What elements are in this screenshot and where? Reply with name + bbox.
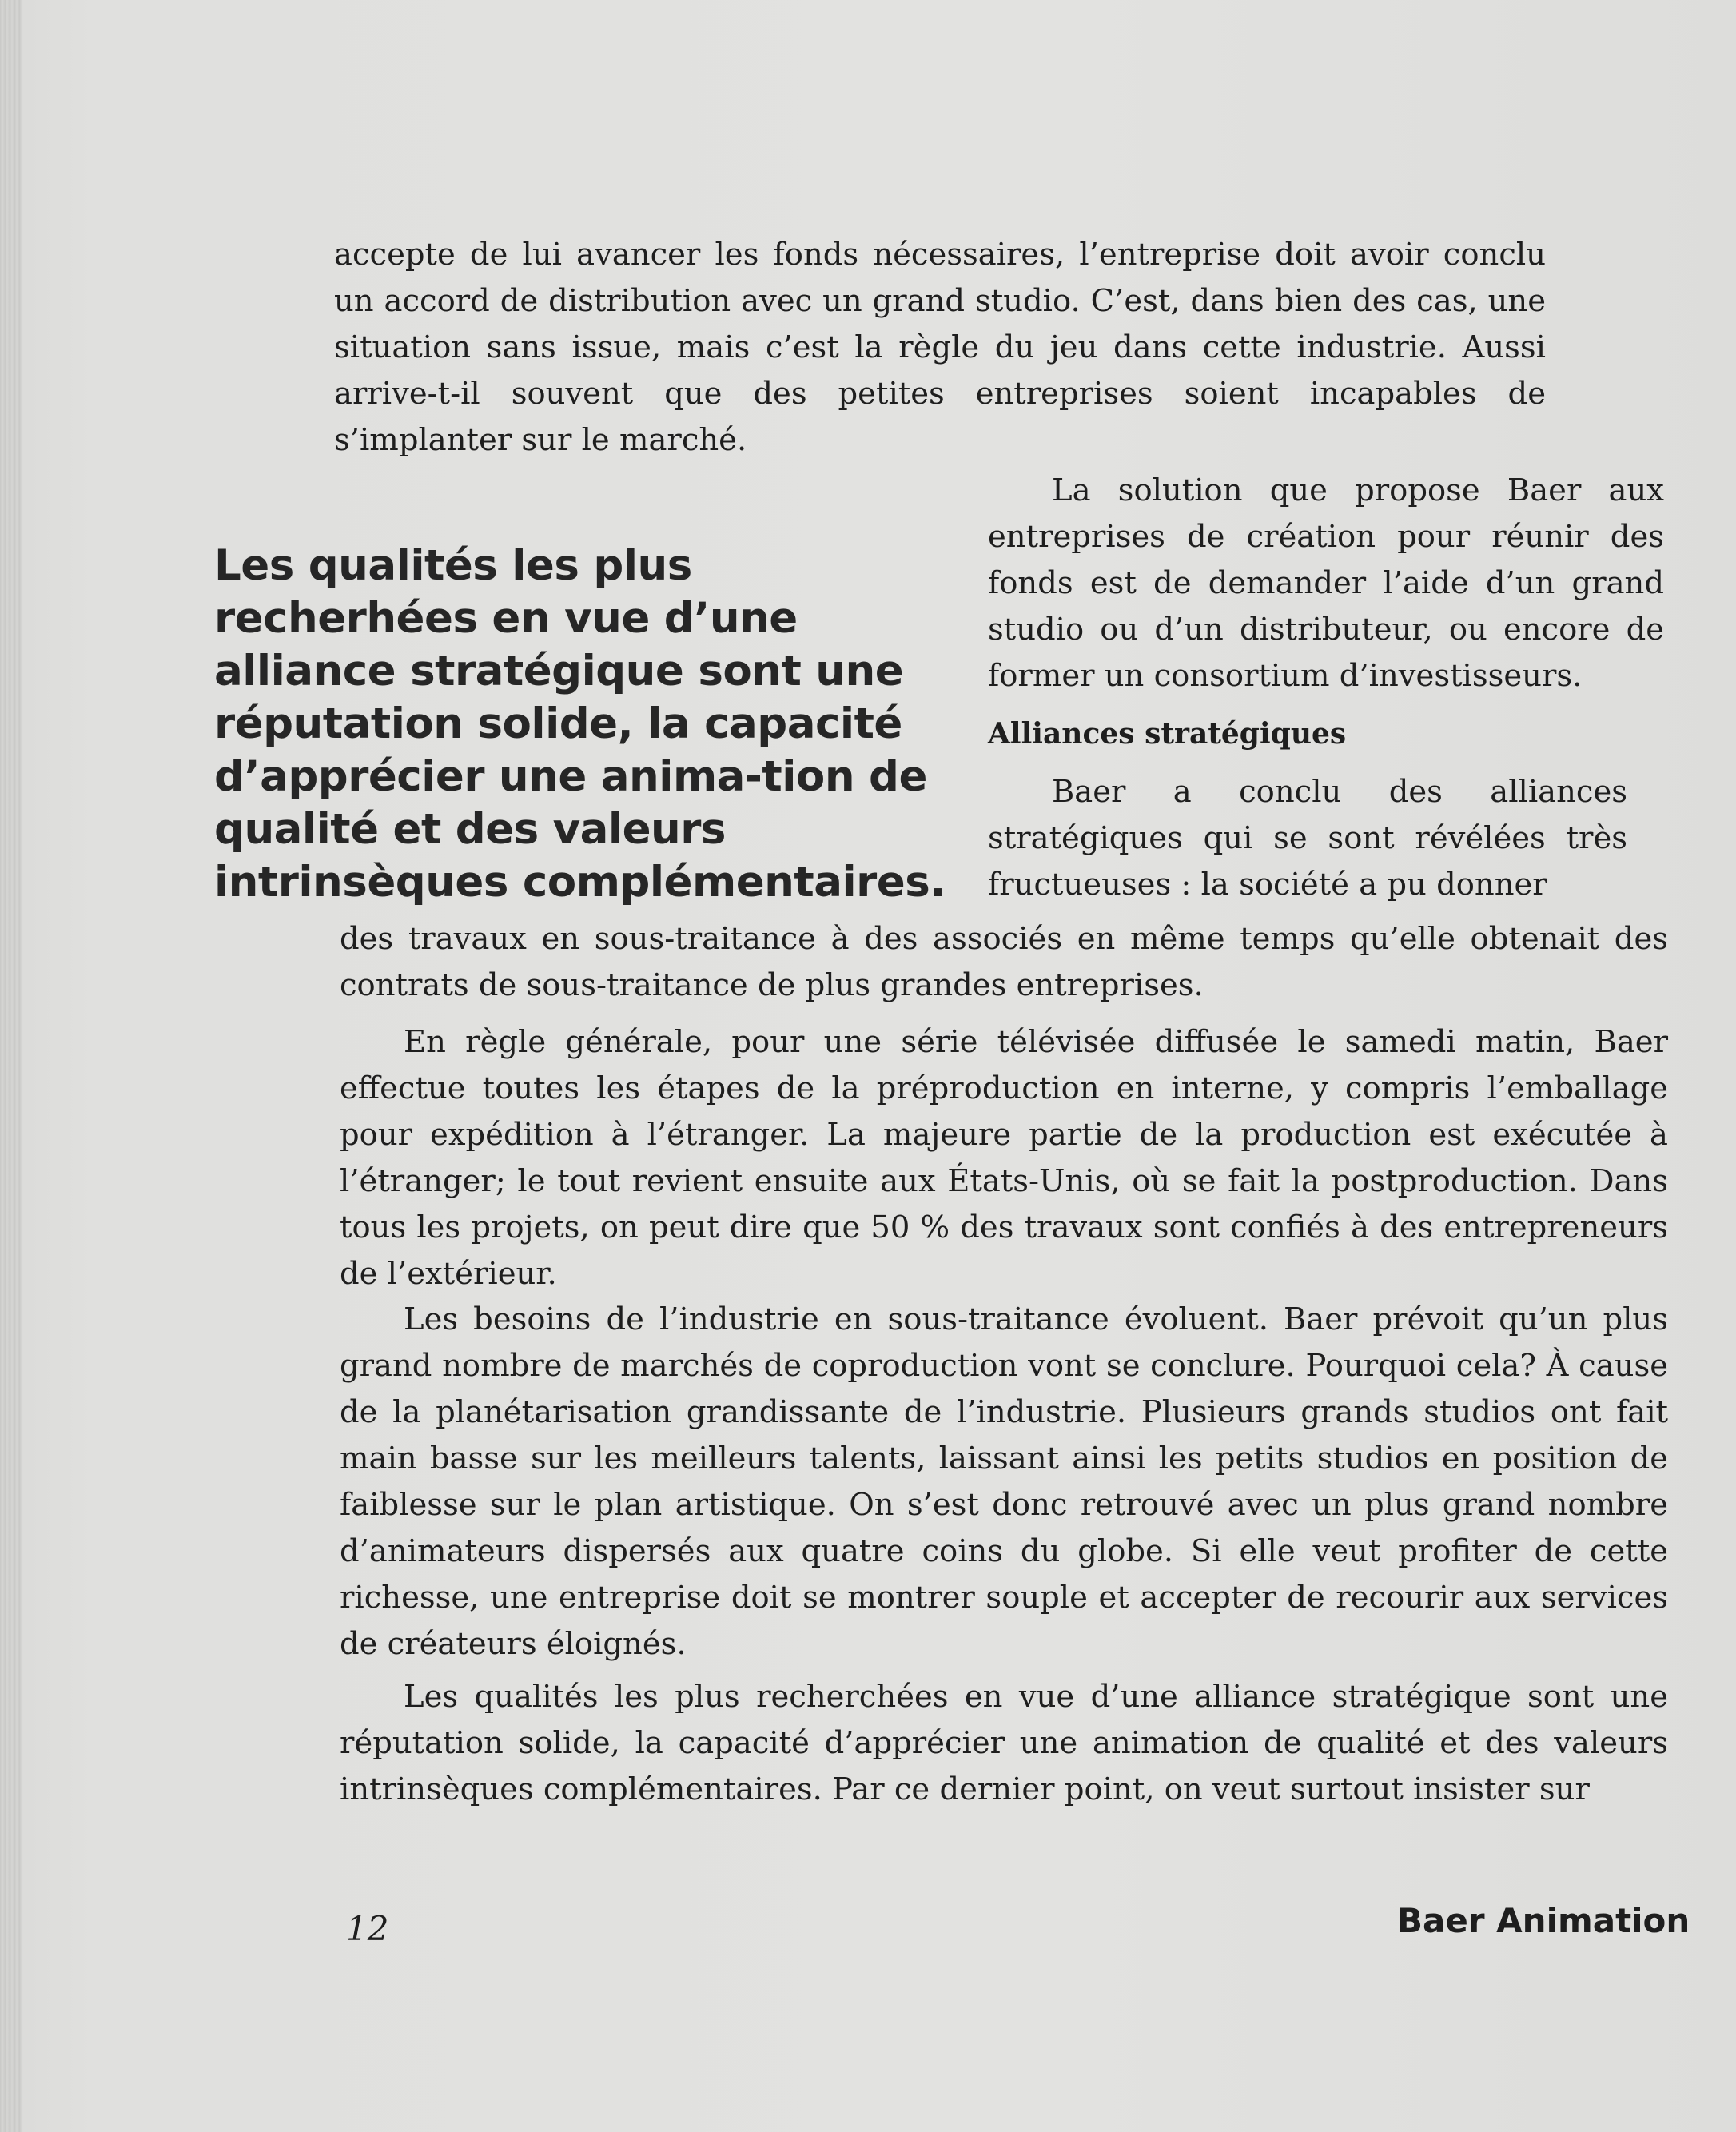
footer-title: Baer Animation [1397, 1901, 1690, 1940]
paragraph-3-end: des travaux en sous-traitance à des associés en même temps qu’elle obtenait des contrats de sous-traitance de plus grandes entreprises. [340, 921, 1668, 1003]
paragraph-1: accepte de lui avancer les fonds nécessaires, l’entreprise doit avoir conclu un accord de distribution avec un grand studio. C’est, dans bien des cas, une situation sans issue, mais c’est la règle du jeu dans cette industrie. Aussi arrive-t-il souvent que des petites entreprises soient incapables de s’implanter sur le marché. [334, 237, 1546, 458]
pull-quote: Les qualités les plus recherhées en vue d’une alliance stratégique sont une réputation solide, la capacité d’apprécier une anima-tion de qualité et des valeurs intrinsèques complémentaires. [214, 541, 946, 907]
section-heading: Alliances stratégiques [988, 717, 1347, 751]
paragraph-4: En règle générale, pour une série télévisée diffusée le samedi matin, Baer effectue toutes les étapes de la préproduction en interne, y compris l’emballage pour expédition à l’étranger. La majeure partie de la production est exécutée à l’étranger; le tout revient ensuite aux États-Unis, où se fait la postproduction. Dans tous les projets, on peut dire que 50 % des travaux sont confiés à des entrepreneurs de l’extérieur. [340, 1024, 1668, 1292]
paragraph-5: Les besoins de l’industrie en sous-traitance évoluent. Baer prévoit qu’un plus grand nombre de marchés de coproduction vont se conclure. Pourquoi cela? À cause de la planétarisation grandissante de l’industrie. Plusieurs grands studios ont fait main basse sur les meilleurs talents, laissant ainsi les petits studios en position de faiblesse sur le plan artistique. On s’est donc retrouvé avec un plus grand nombre d’animateurs dispersés aux quatre coins du globe. Si elle veut profiter de cette richesse, une entreprise doit se montrer souple et accepter de recourir aux services de créateurs éloignés. [340, 1301, 1668, 1662]
paragraph-6: Les qualités les plus recherchées en vue d’une alliance stratégique sont une réputation solide, la capacité d’apprécier une animation de qualité et des valeurs intrinsèques complémentaires. Par ce dernier point, on veut surtout insister sur [340, 1679, 1668, 1807]
paragraph-3-start: Baer a conclu des alliances stratégiques qui se sont révélées très fructueuses : la société a pu donner [988, 774, 1627, 903]
page-number: 12 [346, 1909, 389, 1948]
page-edge [0, 0, 22, 2132]
paragraph-2: La solution que propose Baer aux entreprises de création pour réunir des fonds est de demander l’aide d’un grand studio ou d’un distributeur, ou encore de former un consortium d’investisseurs. [988, 472, 1664, 694]
